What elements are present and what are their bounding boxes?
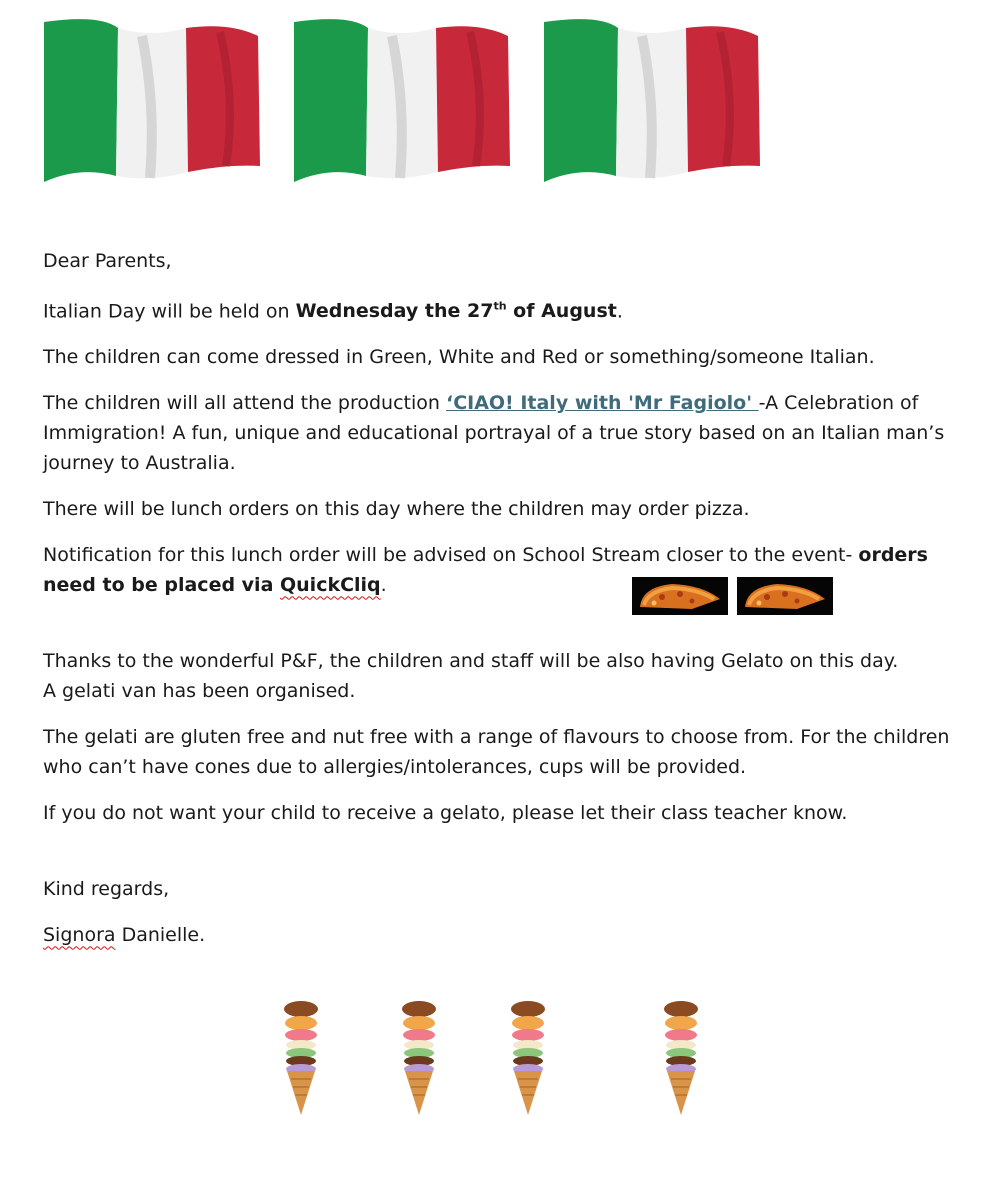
pizza-slice-icon <box>632 577 728 615</box>
event-date <box>296 300 617 322</box>
date-end: . <box>616 300 623 323</box>
quickcliq-brand: QuickCliq <box>280 574 381 597</box>
paragraph-dress: The children can come dressed in Green, White and Red or something/someone Italian. <box>43 346 875 369</box>
gelato-cone-icon <box>397 997 441 1117</box>
paragraph-notification <box>43 540 973 600</box>
flag-banner <box>40 16 770 186</box>
paragraph-gelato <box>43 646 973 706</box>
greeting: Dear Parents, <box>43 250 172 272</box>
signature-title: Signora <box>43 924 116 947</box>
paragraph-production <box>43 388 973 478</box>
letter-body <box>43 246 973 966</box>
italian-flag-image <box>540 16 764 186</box>
paragraph-opt-out: If you do not want your child to receive a gelato, please let their class teacher know. <box>43 802 848 825</box>
closing: Kind regards, <box>43 878 170 901</box>
gelato-cone-icon <box>506 997 550 1117</box>
date-suffix: th <box>493 300 507 313</box>
paragraph-allergies: The gelati are gluten free and nut free with a range of flavours to choose from. For the children who can’t have cones due to allergies/intolerances, cups will be provided. <box>43 726 950 779</box>
production-description: -A Celebration of Immigration! A fun, unique and educational portrayal of a true story based on an Italian man’s journey to Australia. <box>43 392 945 475</box>
signature-name: Danielle. <box>115 924 206 947</box>
quote-mark: ‘ <box>445 392 454 415</box>
order-instruction-text: orders need to be placed via <box>43 544 928 597</box>
gelato-thanks: Thanks to the wonderful P&F, the children and staff will be also having Gelato on this day. <box>43 650 899 673</box>
signature <box>43 920 973 950</box>
paragraph-lunch: There will be lunch orders on this day where the children may order pizza. <box>43 498 750 521</box>
production-intro: The children will all attend the production <box>43 392 446 415</box>
gelato-van: A gelati van has been organised. <box>43 680 356 703</box>
notification-text: Notification for this lunch order will be advised on School Stream closer to the event- <box>43 544 859 567</box>
gelato-cone-icon <box>659 997 703 1117</box>
pizza-slice-icon <box>737 577 833 615</box>
paragraph-date <box>43 292 973 326</box>
event-date-month: of August <box>506 300 617 323</box>
event-date-day: Wednesday the 27 <box>295 300 494 323</box>
date-intro: Italian Day will be held on <box>43 300 296 323</box>
production-link[interactable]: CIAO! Italy with 'Mr Fagiolo' <box>453 392 759 415</box>
notification-end: . <box>380 574 387 597</box>
italian-flag-image <box>290 16 514 186</box>
gelato-cone-icon <box>279 997 323 1117</box>
italian-flag-image <box>40 16 264 186</box>
